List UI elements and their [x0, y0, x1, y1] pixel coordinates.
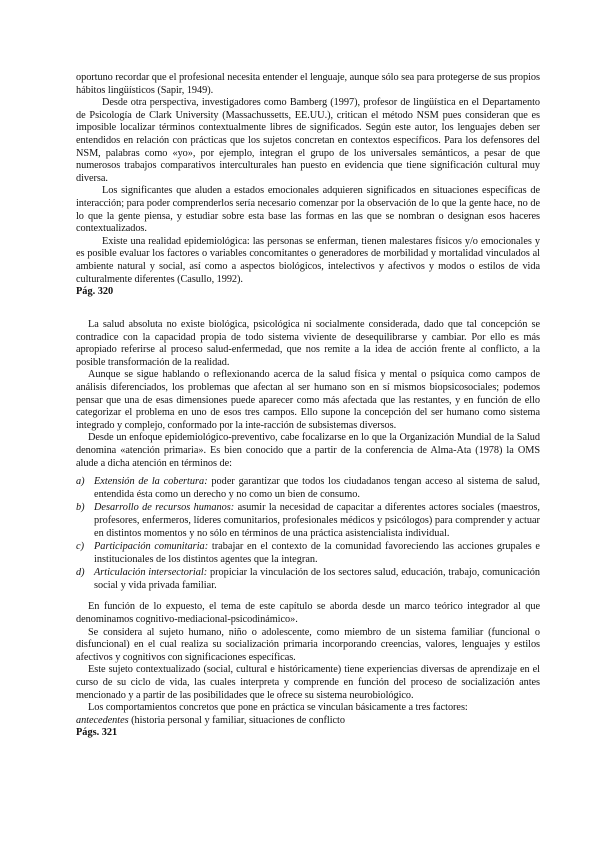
section-page-320 [76, 72, 540, 299]
paragraph-text: (historia personal y familiar, situaciones de conflicto [128, 714, 345, 726]
paragraph-continuation [76, 715, 540, 728]
list-marker: b) [76, 502, 85, 514]
list-item-label: Desarrollo de recursos humanos: [94, 502, 235, 514]
paragraph: Los comportamientos concretos que pone en práctica se vinculan básicamente a tres factores: [88, 702, 468, 714]
list-item [76, 476, 540, 501]
list-marker: c) [76, 541, 84, 553]
page-number-label: Págs. 321 [76, 727, 118, 739]
paragraph: Los significantes que aluden a estados emocionales adquieren significados en situaciones específicas de interacción; para poder comprenderlos sería necesario comenzar por la observación de lo que la gente hace, no de lo que la gente piensa, y estudiar sobre esta base las formas en las que se nombran o designan esos haceres contextualizados. [76, 185, 540, 235]
list-item [76, 567, 540, 592]
paragraph: En función de lo expuesto, el tema de este capítulo se aborda desde un marco teórico integrador al que denominamos cognitivo-mediacional-psicodinámico». [76, 601, 540, 626]
list-item-label: Articulación intersectorial: [94, 567, 208, 579]
list-item-text: trabajar en el contexto de la comunidad favoreciendo las acciones grupales e institucionales de los distintos agentes que la integran. [94, 541, 541, 565]
list-item-label: Participación comunitaria: [94, 541, 209, 553]
paragraph: Se considera al sujeto humano, niño o adolescente, como miembro de un sistema familiar (funcional o disfuncional) en el cual realiza su socialización primaria incorporando creencias, valores, lenguajes y estilos afectivos y cognitivos con significaciones específicas. [76, 626, 540, 663]
list-item-text: asumir la necesidad de capacitar a diferentes actores sociales (maestros, profesores, enfermeros, líderes comunitarios, profesionales médicos y psicólogos) para comprender y actuar en distintos momentos y no sólo en términos de una práctica asistencialista individual. [94, 502, 541, 539]
paragraph: Desde otra perspectiva, investigadores como Bamberg (1997), profesor de lingüística en el Departamento de Psicología de Clark University (Massachussetts, EE.UU.), critican el método NSM pues consideran que es imposible localizar términos contextualmente libres de significados. Según este autor, los lenguajes deben ser entendidos en relación con prácticas que los sujetos concretan en contextos específicos. Para los defensores del NSM, palabras como «yo», por ejemplo, integran el grupo de los universales semánticos, a pesar de que numerosos trabajos comparativos interculturales han puesto en evidencia que tiene significación cultural muy diversa. [76, 97, 540, 184]
paragraph: Este sujeto contextualizado (social, cultural e históricamente) tiene experiencias diversas de aprendizaje en el curso de su ciclo de vida, las cuales interpreta y comprende en función del proceso de socialización antes mencionado y a partir de las posibilidades que le ofrece su sistema neurobiológico. [76, 664, 540, 701]
attention-list [76, 476, 540, 592]
list-item [76, 502, 540, 540]
paragraph: Desde un enfoque epidemiológico-preventivo, cabe focalizarse en lo que la Organización Mundial de la Salud denomina «atención primaria». Es bien conocido que a partir de la conferencia de Alma-Ata (1978) la OMS alude a dicha atención en términos de: [76, 432, 540, 469]
list-item-label: Extensión de la cobertura: [94, 476, 208, 488]
paragraph: Existe una realidad epidemiológica: las personas se enferman, tienen malestares físicos y/o emocionales y es posible evaluar los factores o variables concomitantes o generadores de morbilidad y mortalidad vinculados al ambiente natural y social, así como a aspectos biológicos, intelectivos y afectivos y modos o estilos de vida culturalmente diferentes (Casullo, 1992). [76, 235, 540, 285]
list-marker: a) [76, 476, 85, 488]
list-item [76, 541, 540, 566]
page-number-label: Pág. 320 [76, 286, 114, 298]
paragraph: La salud absoluta no existe biológica, psicológica ni socialmente considerada, dado que tal concepción se contradice con la capacidad propia de todo sistema viviente de desequilibrarse y cambiar. Por ello es más apropiado referirse al proceso salud-enfermedad, que nos remite a la idea de acción frente al conflicto, a la posible transformación de la realidad. [76, 319, 540, 368]
list-item-text: poder garantizar que todos los ciudadanos tengan acceso al sistema de salud, entendida ésta como un derecho y no como un bien de consumo. [94, 476, 540, 500]
list-item-text: propiciar la vinculación de los sectores salud, educación, trabajo, comunicación social y vida privada familiar. [94, 567, 540, 591]
list-marker: d) [76, 567, 85, 579]
paragraph: oportuno recordar que el profesional necesita entender el lenguaje, aunque sólo sea para protegerse de sus propios hábitos lingüísticos (Sapir, 1949). [76, 72, 540, 96]
emphasis-term: antecedentes [76, 714, 129, 726]
paragraph: Aunque se sigue hablando o reflexionando acerca de la salud física y mental o psíquica como campos de análisis diferenciados, los problemas que afectan al ser humano son en sí mismos biopsicosociales; podemos pensar que una de esas dimensiones puede aparecer como más afectada que las restantes, y en función de ello categorizar el problema en uno de esos tres campos. Ello supone la concepción del ser humano como sistema integrado y complejo, conformado por la inte-racción de subsistemas diversos. [76, 369, 540, 431]
section-page-321 [76, 319, 540, 740]
